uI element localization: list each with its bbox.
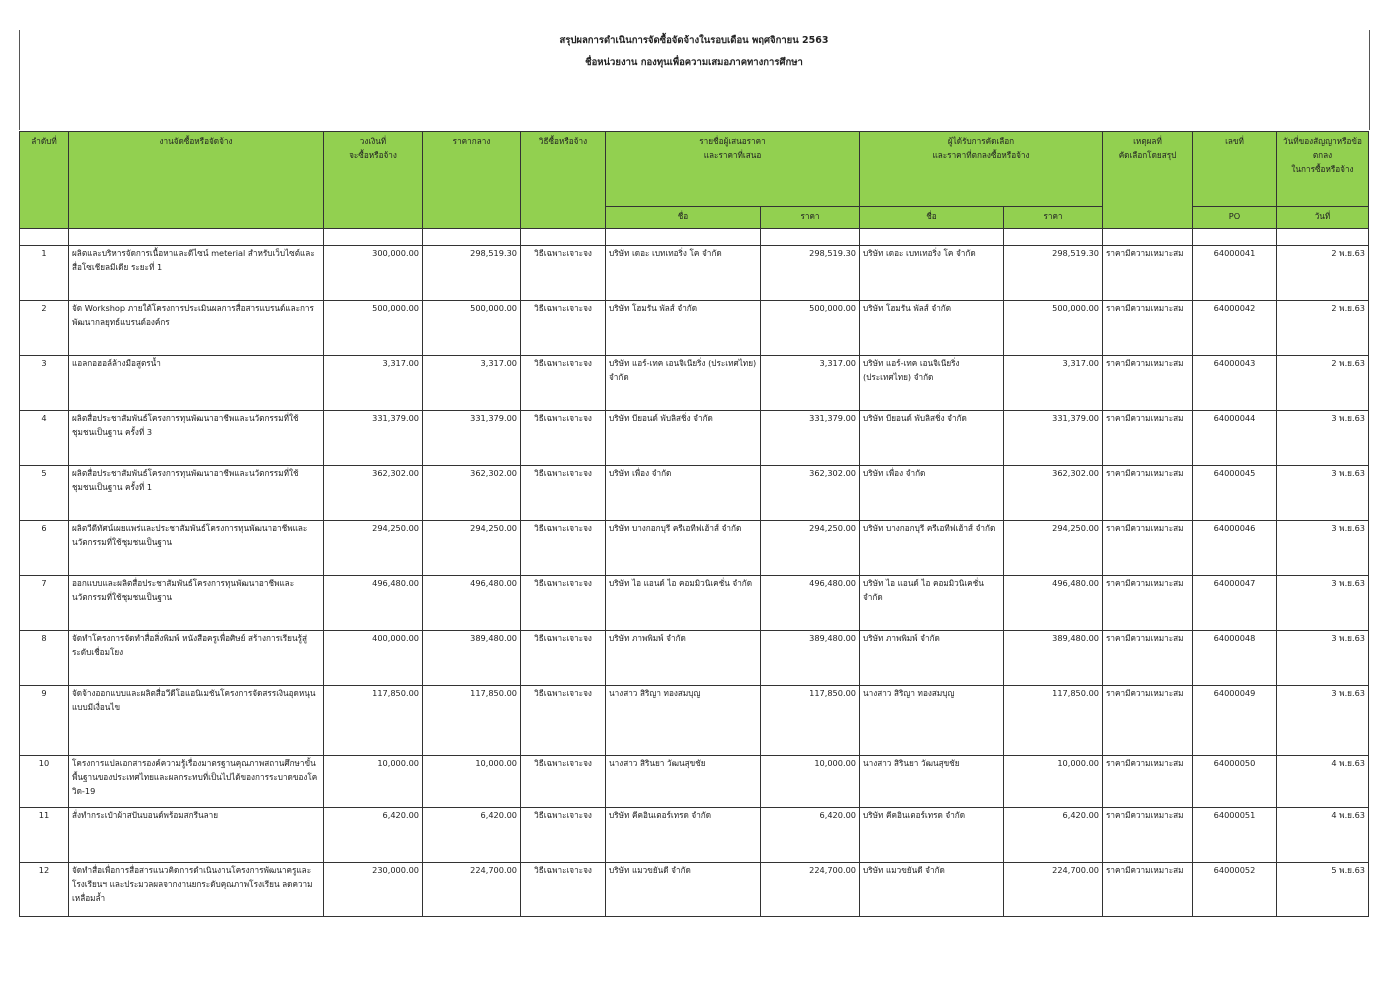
header-median: ราคากลาง bbox=[423, 132, 521, 229]
table-row bbox=[20, 863, 1369, 917]
cell-reason: ราคามีความเหมาะสม bbox=[1103, 576, 1193, 631]
cell-task: จัด Workshop ภายใต้โครงการประเมินผลการสื่อสารแบรนด์และการพัฒนากลยุทธ์แบรนด์องค์กร bbox=[69, 301, 324, 356]
cell-po: 64000041 bbox=[1193, 246, 1277, 301]
cell-winner-name: นางสาว สิริญา ทองสมบุญ bbox=[860, 686, 1004, 756]
header-bidders-line2: และราคาที่เสนอ bbox=[703, 150, 762, 160]
cell-bidder-name: บริษัท ไอ แอนด์ ไอ คอมมิวนิเคชั่น จำกัด bbox=[606, 576, 761, 631]
cell-winner-price: 331,379.00 bbox=[1004, 411, 1103, 466]
cell-date: 3 พ.ย.63 bbox=[1277, 521, 1369, 576]
header-date-line1: วันที่ของสัญญาหรือข้อตกลง bbox=[1283, 136, 1362, 160]
cell-median: 6,420.00 bbox=[423, 808, 521, 863]
cell-median: 224,700.00 bbox=[423, 863, 521, 917]
cell-task: ผลิตและบริหารจัดการเนื้อหาและดีไซน์ meterial สำหรับเว็บไซต์และสื่อโซเชียลมีเดีย ระยะที่ 1 bbox=[69, 246, 324, 301]
cell-reason: ราคามีความเหมาะสม bbox=[1103, 756, 1193, 808]
cell-method: วิธีเฉพาะเจาะจง bbox=[521, 356, 606, 411]
cell-winner-name: บริษัท คีคอินเตอร์เทรด จำกัด bbox=[860, 808, 1004, 863]
cell-bidder-name: บริษัท เดอะ เบทเทอริ่ง โค จำกัด bbox=[606, 246, 761, 301]
cell-date: 3 พ.ย.63 bbox=[1277, 466, 1369, 521]
cell-bidder-name: บริษัท โฮมรัน พัลส์ จำกัด bbox=[606, 301, 761, 356]
cell-method: วิธีเฉพาะเจาะจง bbox=[521, 411, 606, 466]
cell-median: 500,000.00 bbox=[423, 301, 521, 356]
cell-reason: ราคามีความเหมาะสม bbox=[1103, 466, 1193, 521]
header-budget-line2: จะซื้อหรือจ้าง bbox=[349, 150, 397, 160]
cell-po: 64000046 bbox=[1193, 521, 1277, 576]
cell-bidder-price: 298,519.30 bbox=[761, 246, 860, 301]
header-po: PO bbox=[1193, 207, 1277, 229]
table-row bbox=[20, 686, 1369, 756]
cell-winner-name: บริษัท แมวขยันดี จำกัด bbox=[860, 863, 1004, 917]
cell-reason: ราคามีความเหมาะสม bbox=[1103, 521, 1193, 576]
header-winner-line1: ผู้ได้รับการคัดเลือก bbox=[947, 136, 1015, 146]
cell-no: 3 bbox=[20, 356, 69, 411]
document-title: สรุปผลการดำเนินการจัดซื้อจัดจ้างในรอบเดือน พฤศจิกายน 2563 bbox=[559, 35, 829, 46]
cell-method: วิธีเฉพาะเจาะจง bbox=[521, 756, 606, 808]
cell-task: แอลกอฮอล์ล้างมือสูตรน้ำ bbox=[69, 356, 324, 411]
cell-method: วิธีเฉพาะเจาะจง bbox=[521, 521, 606, 576]
cell-winner-price: 3,317.00 bbox=[1004, 356, 1103, 411]
cell-bidder-name: บริษัท ภาพพิมพ์ จำกัด bbox=[606, 631, 761, 686]
cell-winner-name: บริษัท ไอ แอนด์ ไอ คอมมิวนิเคชั่น จำกัด bbox=[860, 576, 1004, 631]
table-row bbox=[20, 808, 1369, 863]
header-day: วันที่ bbox=[1277, 207, 1369, 229]
cell-po: 64000044 bbox=[1193, 411, 1277, 466]
cell-bidder-name: บริษัท คีคอินเตอร์เทรด จำกัด bbox=[606, 808, 761, 863]
cell-method: วิธีเฉพาะเจาะจง bbox=[521, 631, 606, 686]
cell-winner-price: 10,000.00 bbox=[1004, 756, 1103, 808]
cell-method: วิธีเฉพาะเจาะจง bbox=[521, 576, 606, 631]
header-reason-line2: คัดเลือกโดยสรุป bbox=[1118, 150, 1177, 160]
header-bidder-price: ราคา bbox=[761, 207, 860, 229]
cell-winner-name: นางสาว สิรินยา วัฒนสุขชัย bbox=[860, 756, 1004, 808]
table-row bbox=[20, 521, 1369, 576]
cell-bidder-price: 117,850.00 bbox=[761, 686, 860, 756]
cell-date: 4 พ.ย.63 bbox=[1277, 756, 1369, 808]
cell-winner-price: 500,000.00 bbox=[1004, 301, 1103, 356]
cell-bidder-name: นางสาว สิริญา ทองสมบุญ bbox=[606, 686, 761, 756]
header-budget-line1: วงเงินที่ bbox=[359, 136, 387, 146]
cell-budget: 6,420.00 bbox=[324, 808, 423, 863]
cell-po: 64000048 bbox=[1193, 631, 1277, 686]
cell-po: 64000042 bbox=[1193, 301, 1277, 356]
cell-no: 7 bbox=[20, 576, 69, 631]
cell-reason: ราคามีความเหมาะสม bbox=[1103, 686, 1193, 756]
cell-budget: 500,000.00 bbox=[324, 301, 423, 356]
cell-task: ผลิตสื่อประชาสัมพันธ์โครงการทุนพัฒนาอาชีพและนวัตกรรมที่ใช้ชุมชนเป็นฐาน ครั้งที่ 3 bbox=[69, 411, 324, 466]
cell-method: วิธีเฉพาะเจาะจง bbox=[521, 863, 606, 917]
cell-winner-price: 6,420.00 bbox=[1004, 808, 1103, 863]
cell-po: 64000049 bbox=[1193, 686, 1277, 756]
cell-date: 3 พ.ย.63 bbox=[1277, 576, 1369, 631]
cell-budget: 230,000.00 bbox=[324, 863, 423, 917]
cell-median: 389,480.00 bbox=[423, 631, 521, 686]
cell-date: 3 พ.ย.63 bbox=[1277, 686, 1369, 756]
cell-po: 64000052 bbox=[1193, 863, 1277, 917]
cell-median: 117,850.00 bbox=[423, 686, 521, 756]
table-row bbox=[20, 301, 1369, 356]
header-winner bbox=[860, 132, 1103, 207]
agency-name: ชื่อหน่วยงาน กองทุนเพื่อความเสมอภาคทางการศึกษา bbox=[585, 57, 803, 68]
header-budget bbox=[324, 132, 423, 229]
cell-winner-price: 294,250.00 bbox=[1004, 521, 1103, 576]
cell-winner-price: 224,700.00 bbox=[1004, 863, 1103, 917]
cell-budget: 294,250.00 bbox=[324, 521, 423, 576]
cell-reason: ราคามีความเหมาะสม bbox=[1103, 246, 1193, 301]
cell-date: 4 พ.ย.63 bbox=[1277, 808, 1369, 863]
cell-median: 298,519.30 bbox=[423, 246, 521, 301]
cell-bidder-name: บริษัท เพื่อง จำกัด bbox=[606, 466, 761, 521]
cell-no: 1 bbox=[20, 246, 69, 301]
cell-task: โครงการแปลเอกสารองค์ความรู้เรื่องมาตรฐานคุณภาพสถานศึกษาขั้นพื้นฐานของประเทศไทยและผลกระทบที่เป็นไปได้ของการระบาดของโควิด-19 bbox=[69, 756, 324, 808]
cell-po: 64000051 bbox=[1193, 808, 1277, 863]
cell-method: วิธีเฉพาะเจาะจง bbox=[521, 686, 606, 756]
header-bidders-line1: รายชื่อผู้เสนอราคา bbox=[699, 136, 766, 146]
cell-date: 5 พ.ย.63 bbox=[1277, 863, 1369, 917]
cell-bidder-price: 224,700.00 bbox=[761, 863, 860, 917]
table-row bbox=[20, 466, 1369, 521]
cell-method: วิธีเฉพาะเจาะจง bbox=[521, 301, 606, 356]
cell-po: 64000043 bbox=[1193, 356, 1277, 411]
cell-median: 10,000.00 bbox=[423, 756, 521, 808]
cell-date: 2 พ.ย.63 bbox=[1277, 246, 1369, 301]
cell-no: 8 bbox=[20, 631, 69, 686]
header-date bbox=[1277, 132, 1369, 207]
table-row bbox=[20, 356, 1369, 411]
cell-date: 2 พ.ย.63 bbox=[1277, 356, 1369, 411]
cell-winner-price: 389,480.00 bbox=[1004, 631, 1103, 686]
cell-winner-name: บริษัท บียอนด์ พับลิสชิ่ง จำกัด bbox=[860, 411, 1004, 466]
header-reason-line1: เหตุผลที่ bbox=[1133, 136, 1162, 146]
cell-no: 2 bbox=[20, 301, 69, 356]
cell-budget: 117,850.00 bbox=[324, 686, 423, 756]
header-winner-name: ชื่อ bbox=[860, 207, 1004, 229]
cell-budget: 3,317.00 bbox=[324, 356, 423, 411]
cell-task: จัดทำโครงการจัดทำสื่อสิ่งพิมพ์ หนังสือครูเพื่อศิษย์ สร้างการเรียนรู้สู่ระดับเชื่อมโยง bbox=[69, 631, 324, 686]
cell-budget: 331,379.00 bbox=[324, 411, 423, 466]
cell-bidder-price: 496,480.00 bbox=[761, 576, 860, 631]
header-winner-line2: และราคาที่ตกลงซื้อหรือจ้าง bbox=[932, 150, 1030, 160]
cell-bidder-price: 294,250.00 bbox=[761, 521, 860, 576]
cell-method: วิธีเฉพาะเจาะจง bbox=[521, 808, 606, 863]
cell-bidder-price: 331,379.00 bbox=[761, 411, 860, 466]
cell-po: 64000050 bbox=[1193, 756, 1277, 808]
cell-reason: ราคามีความเหมาะสม bbox=[1103, 301, 1193, 356]
cell-bidder-price: 3,317.00 bbox=[761, 356, 860, 411]
cell-no: 6 bbox=[20, 521, 69, 576]
cell-date: 3 พ.ย.63 bbox=[1277, 631, 1369, 686]
cell-method: วิธีเฉพาะเจาะจง bbox=[521, 466, 606, 521]
cell-no: 9 bbox=[20, 686, 69, 756]
cell-bidder-name: บริษัท บียอนด์ พับลิสชิ่ง จำกัด bbox=[606, 411, 761, 466]
cell-no: 12 bbox=[20, 863, 69, 917]
cell-po: 64000045 bbox=[1193, 466, 1277, 521]
cell-winner-name: บริษัท เพื่อง จำกัด bbox=[860, 466, 1004, 521]
cell-budget: 400,000.00 bbox=[324, 631, 423, 686]
cell-winner-price: 362,302.00 bbox=[1004, 466, 1103, 521]
cell-winner-name: บริษัท ภาพพิมพ์ จำกัด bbox=[860, 631, 1004, 686]
header-method: วิธีซื้อหรือจ้าง bbox=[521, 132, 606, 229]
header-bidder-name: ชื่อ bbox=[606, 207, 761, 229]
cell-task: สั่งทำกระเป๋าผ้าสปันบอนด์พร้อมสกรีนลาย bbox=[69, 808, 324, 863]
cell-task: ผลิตสื่อประชาสัมพันธ์โครงการทุนพัฒนาอาชีพและนวัตกรรมที่ใช้ชุมชนเป็นฐาน ครั้งที่ 1 bbox=[69, 466, 324, 521]
cell-reason: ราคามีความเหมาะสม bbox=[1103, 356, 1193, 411]
cell-budget: 362,302.00 bbox=[324, 466, 423, 521]
table-body bbox=[20, 229, 1369, 917]
cell-bidder-name: บริษัท แมวขยันดี จำกัด bbox=[606, 863, 761, 917]
cell-bidder-price: 6,420.00 bbox=[761, 808, 860, 863]
cell-winner-name: บริษัท แอร์-เทค เอนจิเนียริ่ง (ประเทศไทย) จำกัด bbox=[860, 356, 1004, 411]
cell-reason: ราคามีความเหมาะสม bbox=[1103, 863, 1193, 917]
header-reason bbox=[1103, 132, 1193, 229]
cell-winner-price: 496,480.00 bbox=[1004, 576, 1103, 631]
cell-method: วิธีเฉพาะเจาะจง bbox=[521, 246, 606, 301]
cell-bidder-name: นางสาว สิรินยา วัฒนสุขชัย bbox=[606, 756, 761, 808]
cell-task: ผลิตวีดีทัศน์เผยแพร่และประชาสัมพันธ์โครงการทุนพัฒนาอาชีพและนวัตกรรมที่ใช้ชุมชนเป็นฐาน bbox=[69, 521, 324, 576]
cell-budget: 300,000.00 bbox=[324, 246, 423, 301]
table-row bbox=[20, 411, 1369, 466]
cell-bidder-price: 389,480.00 bbox=[761, 631, 860, 686]
header-contract: เลขที่ bbox=[1193, 132, 1277, 207]
cell-no: 10 bbox=[20, 756, 69, 808]
header-no: ลำดับที่ bbox=[20, 132, 69, 229]
cell-task: ออกแบบและผลิตสื่อประชาสัมพันธ์โครงการทุนพัฒนาอาชีพและนวัตกรรมที่ใช้ชุมชนเป็นฐาน bbox=[69, 576, 324, 631]
cell-bidder-price: 362,302.00 bbox=[761, 466, 860, 521]
header-winner-price: ราคา bbox=[1004, 207, 1103, 229]
cell-median: 496,480.00 bbox=[423, 576, 521, 631]
cell-winner-name: บริษัท โฮมรัน พัลส์ จำกัด bbox=[860, 301, 1004, 356]
cell-budget: 496,480.00 bbox=[324, 576, 423, 631]
cell-no: 11 bbox=[20, 808, 69, 863]
cell-reason: ราคามีความเหมาะสม bbox=[1103, 808, 1193, 863]
cell-task: จัดจ้างออกแบบและผลิตสื่อวีดีโอแอนิเมชันโครงการจัดสรรเงินอุดหนุนแบบมีเงื่อนไข bbox=[69, 686, 324, 756]
cell-po: 64000047 bbox=[1193, 576, 1277, 631]
cell-bidder-price: 500,000.00 bbox=[761, 301, 860, 356]
cell-reason: ราคามีความเหมาะสม bbox=[1103, 411, 1193, 466]
cell-bidder-price: 10,000.00 bbox=[761, 756, 860, 808]
cell-winner-name: บริษัท บางกอกบุรี ครีเอทีฟเฮ้าส์ จำกัด bbox=[860, 521, 1004, 576]
cell-date: 3 พ.ย.63 bbox=[1277, 411, 1369, 466]
procurement-table bbox=[19, 131, 1369, 917]
spacer-row bbox=[20, 229, 1369, 246]
header-date-line2: ในการซื้อหรือจ้าง bbox=[1291, 164, 1354, 174]
table-row bbox=[20, 756, 1369, 808]
cell-task: จัดทำสื่อเพื่อการสื่อสารแนวคิดการดำเนินงานโครงการพัฒนาครูและโรงเรียนฯ และประมวลผลจากงานยกระดับคุณภาพโรงเรียน ลดความเหลื่อมล้ำ bbox=[69, 863, 324, 917]
cell-reason: ราคามีความเหมาะสม bbox=[1103, 631, 1193, 686]
cell-bidder-name: บริษัท บางกอกบุรี ครีเอทีฟเฮ้าส์ จำกัด bbox=[606, 521, 761, 576]
cell-winner-name: บริษัท เดอะ เบทเทอริ่ง โค จำกัด bbox=[860, 246, 1004, 301]
cell-median: 294,250.00 bbox=[423, 521, 521, 576]
cell-median: 3,317.00 bbox=[423, 356, 521, 411]
cell-no: 4 bbox=[20, 411, 69, 466]
cell-winner-price: 298,519.30 bbox=[1004, 246, 1103, 301]
cell-median: 331,379.00 bbox=[423, 411, 521, 466]
table-row bbox=[20, 576, 1369, 631]
header-task: งานจัดซื้อหรือจัดจ้าง bbox=[69, 132, 324, 229]
cell-bidder-name: บริษัท แอร์-เทค เอนจิเนียริ่ง (ประเทศไทย) จำกัด bbox=[606, 356, 761, 411]
header-bidders bbox=[606, 132, 860, 207]
table-row bbox=[20, 631, 1369, 686]
cell-no: 5 bbox=[20, 466, 69, 521]
cell-winner-price: 117,850.00 bbox=[1004, 686, 1103, 756]
cell-budget: 10,000.00 bbox=[324, 756, 423, 808]
cell-date: 2 พ.ย.63 bbox=[1277, 301, 1369, 356]
table-row bbox=[20, 246, 1369, 301]
cell-median: 362,302.00 bbox=[423, 466, 521, 521]
